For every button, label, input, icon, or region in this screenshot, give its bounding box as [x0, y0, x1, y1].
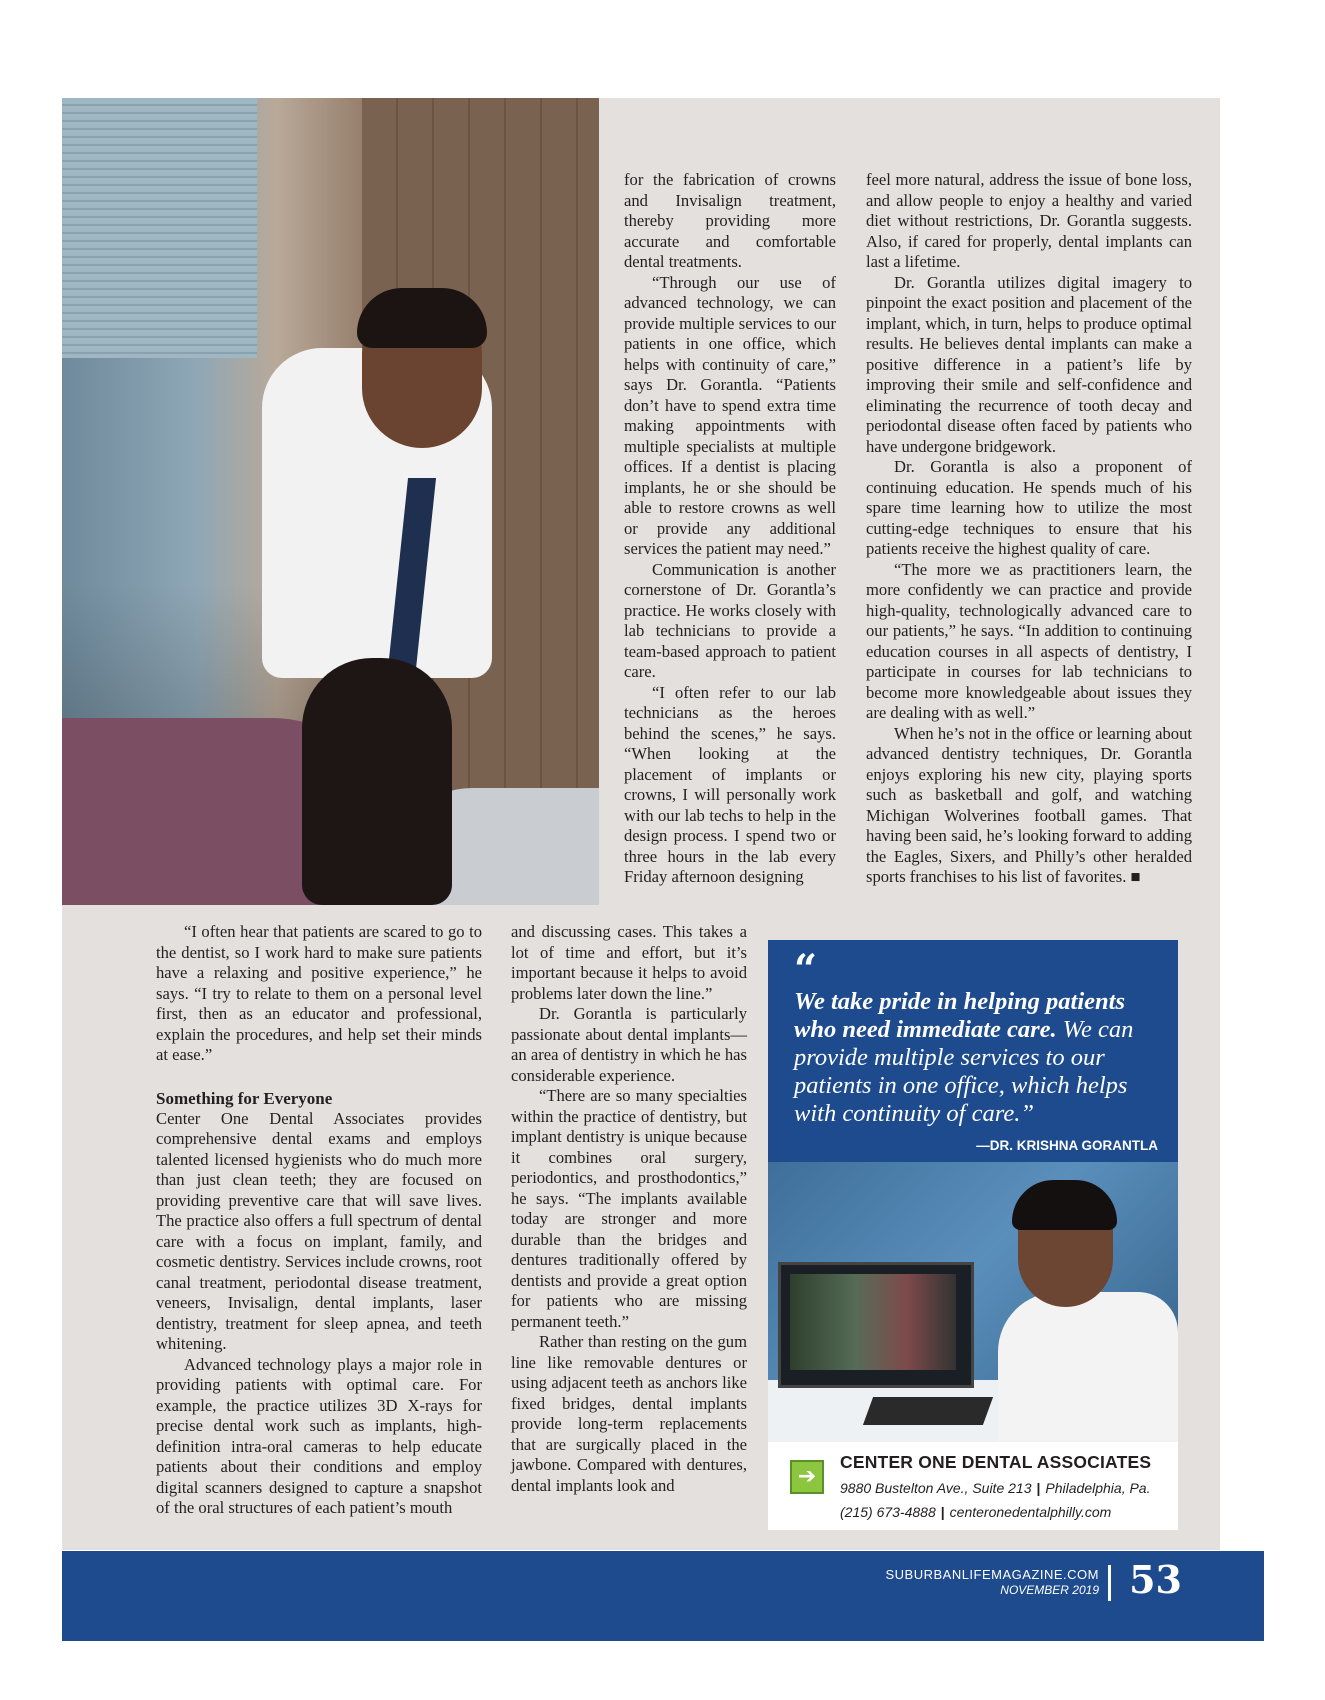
practice-name: CENTER ONE DENTAL ASSOCIATES [840, 1452, 1152, 1472]
paragraph: Communication is another cornerstone of Dr. Gorantla’s practice. He works closely with lab technicians to provide a team-based approach to patient care. [624, 559, 836, 681]
paragraph: Dr. Gorantla is particularly passionate about dental implants—an area of dentistry in which he has considerable experience. [511, 1004, 747, 1085]
article-column-3 [624, 170, 836, 888]
practice-info-box [768, 1442, 1178, 1530]
separator: | [940, 1504, 945, 1520]
article-column-1 [156, 922, 482, 1519]
pull-quote-text [794, 988, 1166, 1128]
paragraph: Center One Dental Associates provides comprehensive dental exams and employs talented licensed hygienists who do much more than just clean teeth; they are focused on providing preventive care that will save lives. The practice also offers a full spectrum of dental care with a focus on implant, family, and cosmetic dentistry. Services include crowns, root canal treatment, periodontal disease treatment, veneers, Invisalign, dental implants, laser dentistry, treatment for sleep apnea, and teeth whitening. [156, 1108, 482, 1353]
pull-quote [768, 940, 1178, 1162]
paragraph: Advanced technology plays a major role in providing patients with optimal care. For example, the practice utilizes 3D X-rays for precise dental work such as implants, high-definition intra-oral cameras to help educate patients about their conditions and employ digital scanners designed to capture a snapshot of the oral structures of each patient’s mouth [156, 1354, 482, 1517]
section-subhead: Something for Everyone [156, 1088, 333, 1108]
pull-quote-bold: We take pride in helping patients who need immediate care. [794, 988, 1125, 1043]
page-number: 53 [1129, 1557, 1182, 1602]
paragraph: Dr. Gorantla utilizes digital imagery to pinpoint the exact position and placement of the implant, which, in turn, helps to produce optimal results. He believes dental implants can make a positive difference in a patient’s life by improving their smile and self-confidence and eliminating the recurrence of tooth decay and periodontal disease often faced by patients who have undergone bridgework. [866, 272, 1192, 456]
paragraph: feel more natural, address the issue of bone loss, and allow people to enjoy a healthy and varied diet without restrictions, Dr. Gorantla suggests. Also, if cared for properly, dental implants can last a lifetime. [866, 170, 1192, 271]
website-link[interactable]: centeronedentalphilly.com [949, 1504, 1112, 1520]
contact-line [840, 1504, 1111, 1520]
page-footer [62, 1551, 1264, 1641]
quote-mark-icon: “ [794, 946, 818, 993]
city: Philadelphia, Pa. [1045, 1480, 1151, 1496]
phone: (215) 673-4888 [840, 1504, 936, 1520]
arrow-right-icon: ➔ [790, 1460, 824, 1494]
address-line [840, 1480, 1150, 1496]
paragraph: “There are so many specialties within the practice of dentistry, but implant dentistry is unique because it combines oral surgery, periodontics, and prosthodontics,” he says. “The implants available today are stronger and more durable than the bridges and dentures traditionally offered by dentists and provide a great option for patients who are missing permanent teeth.” [511, 1086, 747, 1331]
address: 9880 Bustelton Ave., Suite 213 [840, 1480, 1032, 1496]
pull-quote-attribution: —DR. KRISHNA GORANTLA [976, 1138, 1158, 1153]
separator: | [1036, 1480, 1041, 1496]
paragraph: When he’s not in the office or learning about advanced dentistry techniques, Dr. Gorantla enjoys exploring his new city, playing sports such as basketball and golf, and watching Michigan Wolverines football games. That having been said, he’s looking forward to adding the Eagles, Sixers, and Philly’s other heralded sports franchises to his list of favorites. ■ [866, 723, 1192, 886]
paragraph: Dr. Gorantla is also a proponent of continuing education. He spends much of his spare time learning how to utilize the most cutting-edge techniques to ensure that his patients receive the highest quality of care. [866, 457, 1192, 558]
pull-quote-rest: We can provide multiple services to our patients in one office, which helps with continuity of care.” [794, 1016, 1134, 1127]
paragraph: and discussing cases. This takes a lot of time and effort, but it’s important because it helps to avoid problems later down the line.” [511, 922, 747, 1003]
paragraph: for the fabrication of crowns and Invisalign treatment, thereby providing more accurate and comfortable dental treatments. [624, 170, 836, 271]
paragraph: “I often refer to our lab technicians as the heroes behind the scenes,” he says. “When looking at the placement of implants or crowns, I will personally work with our lab techs to help in the design process. I spend two or three hours in the lab every Friday afternoon designing [624, 682, 836, 886]
paragraph: “I often hear that patients are scared to go to the dentist, so I work hard to make sure patients have a relaxing and positive experience,” he says. “I try to relate to them on a personal level first, then as an educator and professional, explain the procedures, and help set their minds at ease.” [156, 922, 482, 1064]
dentist-with-patient-photo [62, 98, 599, 905]
paragraph: Rather than resting on the gum line like removable dentures or using adjacent teeth as anchors like fixed bridges, dental implants provide long-term replacements that are surgically placed in the jawbone. Compared with dentures, dental implants look and [511, 1332, 747, 1495]
footer-divider [1108, 1565, 1111, 1601]
article-column-4 [866, 170, 1192, 888]
dentist-at-computer-photo [768, 1162, 1178, 1442]
magazine-website[interactable]: SUBURBANLIFEMAGAZINE.COM [885, 1567, 1099, 1582]
paragraph: “Through our use of advanced technology, we can provide multiple services to our patients in one office, which helps with continuity of care,” says Dr. Gorantla. “Patients don’t have to spend extra time making appointments with multiple specialists at multiple offices. If a dentist is placing implants, he or she should be able to restore crowns as well or provide any additional services the patient may need.” [624, 272, 836, 558]
issue-date: NOVEMBER 2019 [1000, 1583, 1099, 1597]
paragraph: “The more we as practitioners learn, the more confidently we can practice and provide high-quality, technologically advanced care to our patients,” he says. “In addition to continuing education courses in all aspects of dentistry, I participate in courses for lab technicians to become more knowledgeable about issues they are dealing with as well.” [866, 559, 1192, 722]
article-column-2 [511, 922, 747, 1496]
